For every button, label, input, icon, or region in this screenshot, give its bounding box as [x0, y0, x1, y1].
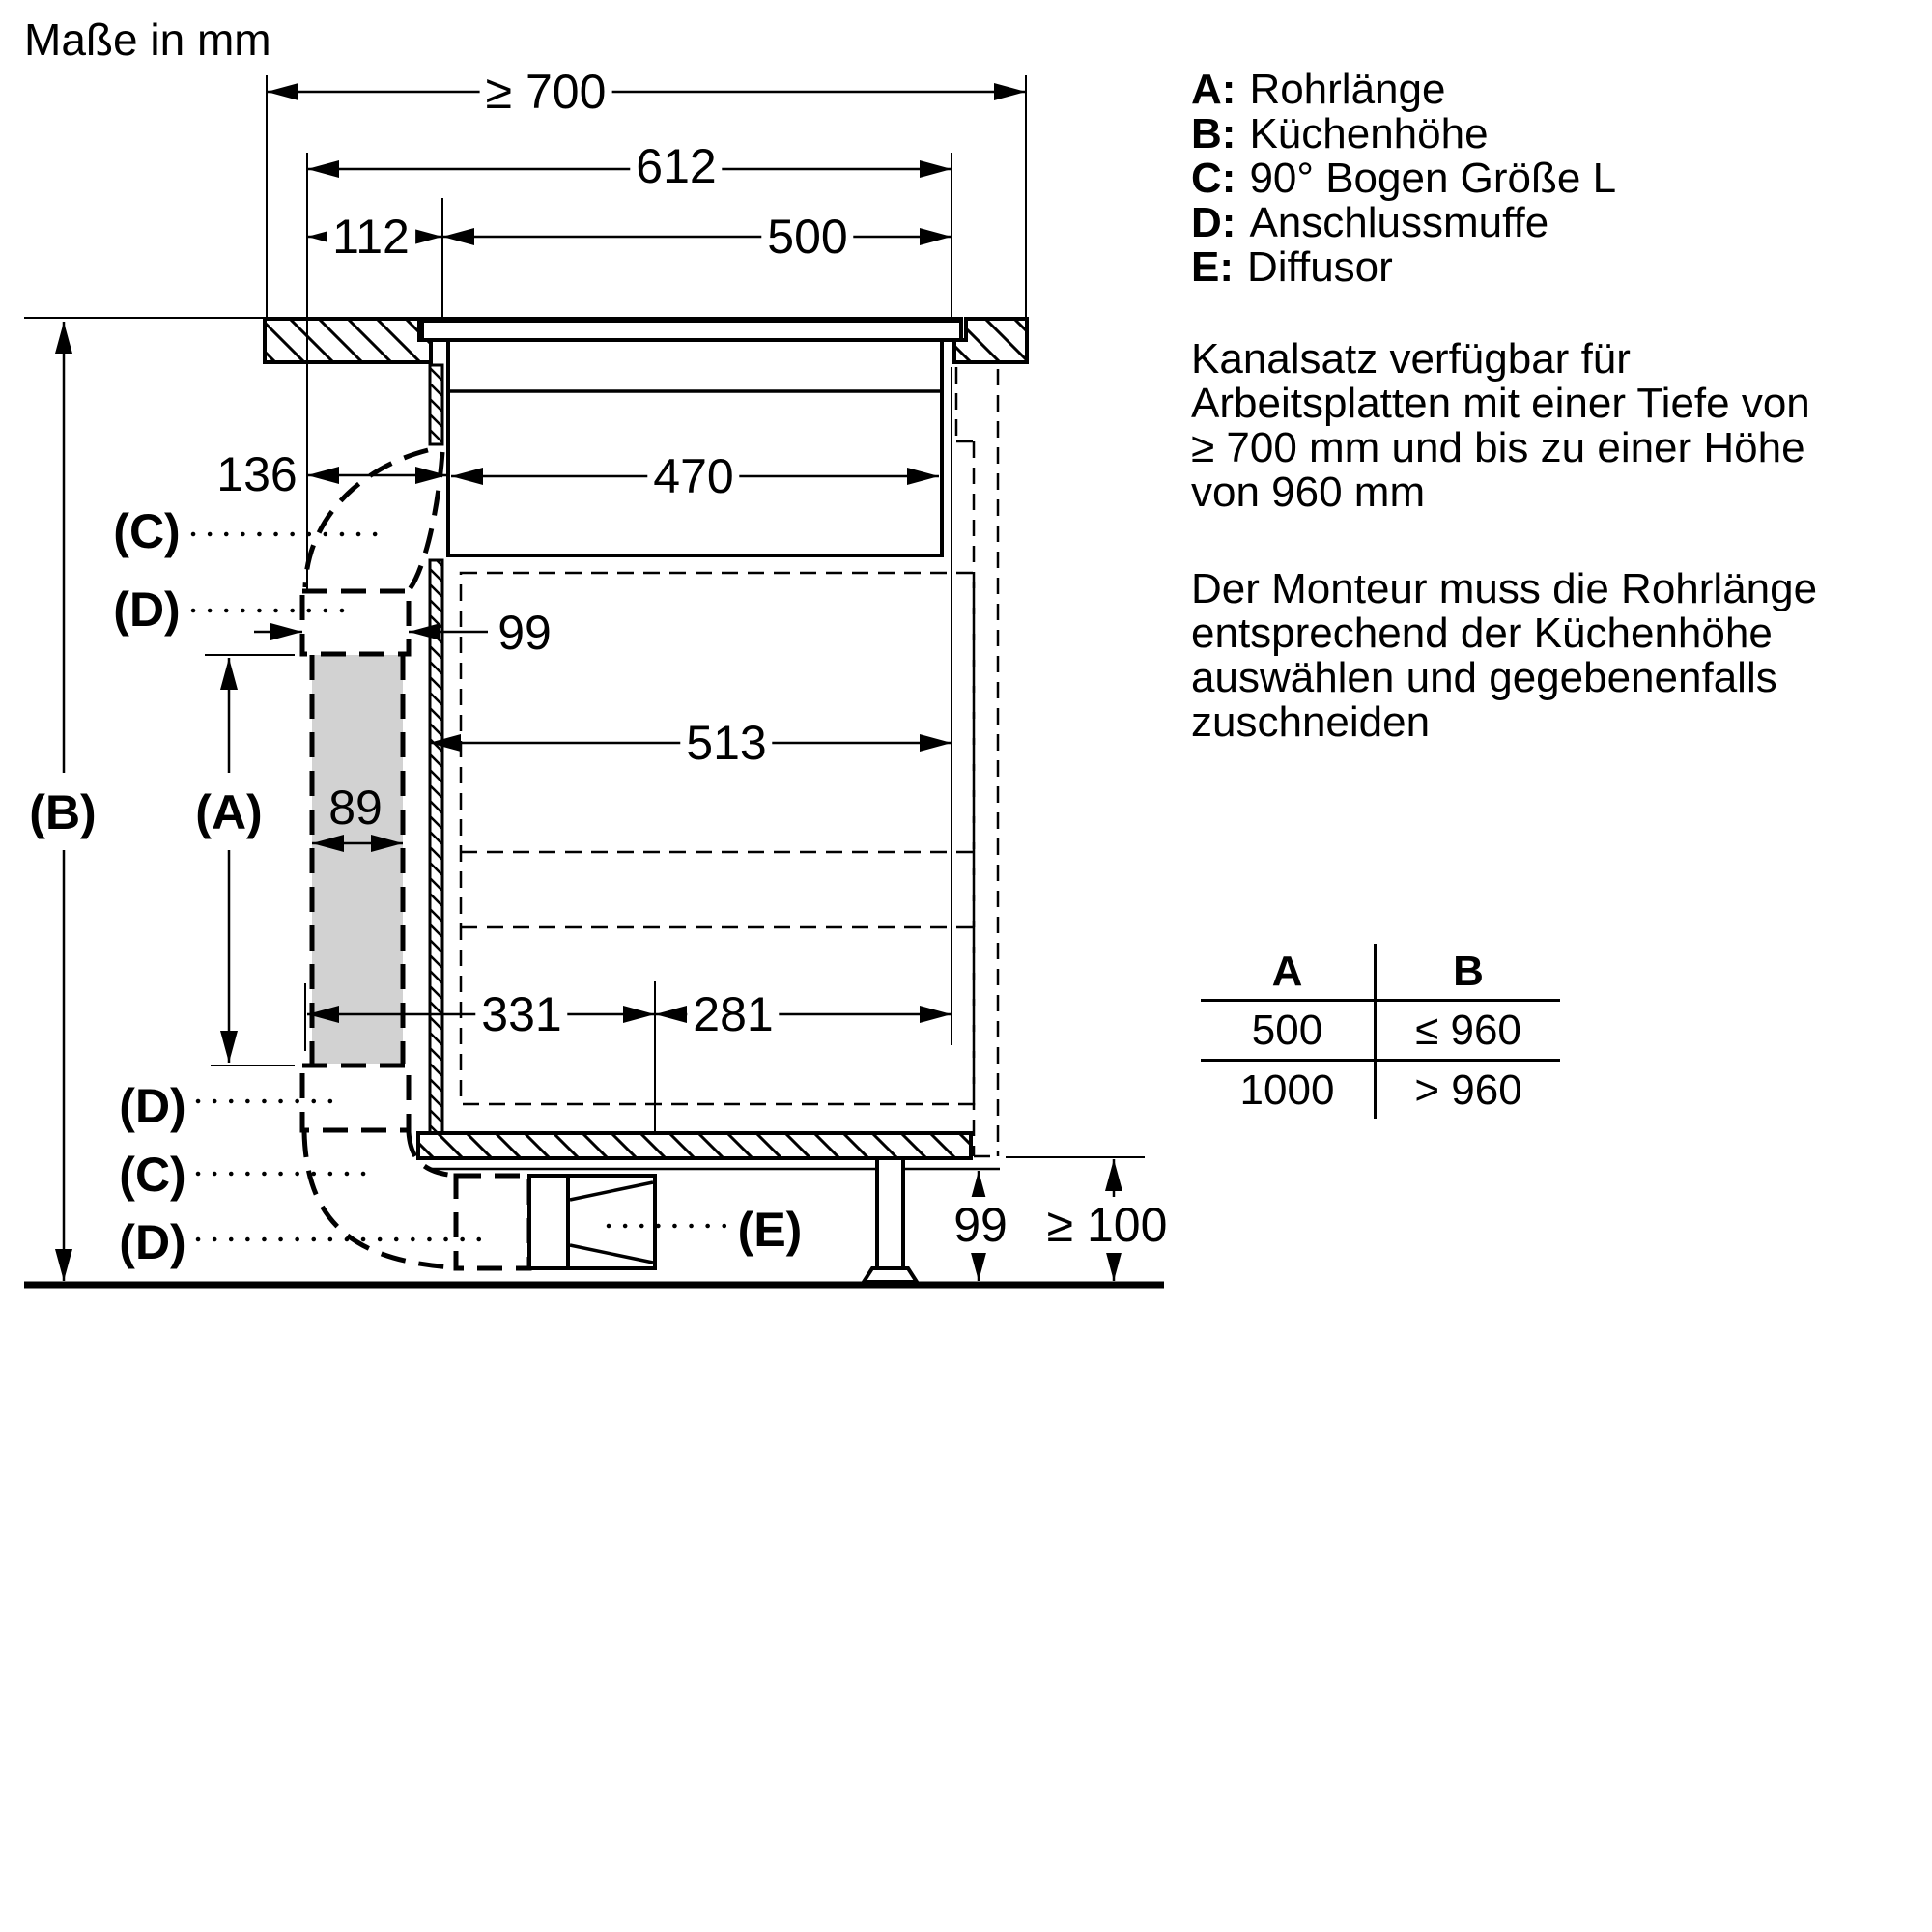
worktop-left — [265, 319, 431, 362]
cabinet-bottom-board — [418, 1133, 971, 1158]
ref-label-d-top: (D) — [113, 582, 181, 637]
legend-item-a — [1191, 68, 1616, 112]
table-cell-b1: ≤ 960 — [1376, 1001, 1561, 1061]
diffusor — [529, 1176, 655, 1268]
note-line: ≥ 700 mm und bis zu einer Höhe — [1191, 424, 1805, 471]
legend-key-e: E: — [1191, 243, 1234, 291]
dim-inner-width: 513 — [680, 715, 772, 771]
dim-top-width: 612 — [630, 138, 722, 194]
note-line: entsprechend der Küchenhöhe — [1191, 610, 1773, 657]
legend-key-b: B: — [1191, 110, 1236, 157]
ref-label-d-middle: (D) — [119, 1079, 186, 1133]
note-duct-kit — [1191, 337, 1810, 515]
ref-label-e: (E) — [737, 1203, 803, 1257]
note-line: zuschneiden — [1191, 698, 1431, 746]
legend-key-a: A: — [1191, 66, 1236, 113]
dim-plinth-height: 99 — [948, 1197, 1013, 1253]
note-line: Kanalsatz verfügbar für — [1191, 335, 1631, 383]
table-header-a: A — [1201, 944, 1376, 1001]
note-line: von 960 mm — [1191, 469, 1426, 516]
legend — [1191, 68, 1616, 290]
dim-body-width: 470 — [647, 448, 739, 504]
legend-label-a: Rohrlänge — [1249, 66, 1446, 113]
table-row — [1201, 1001, 1560, 1061]
note-installer — [1191, 567, 1817, 745]
note-line: Arbeitsplatten mit einer Tiefe von — [1191, 380, 1810, 427]
ref-label-c-top: (C) — [113, 504, 181, 558]
table-cell-a2: 1000 — [1201, 1061, 1376, 1120]
duct-pipe — [312, 655, 403, 1064]
legend-item-e — [1191, 245, 1616, 290]
dim-floor-clearance: ≥ 100 — [1041, 1197, 1174, 1253]
table-header-row — [1201, 944, 1560, 1001]
dim-front-zone: 331 — [475, 986, 567, 1042]
pipe-length-table — [1201, 944, 1560, 1119]
legend-key-d: D: — [1191, 199, 1236, 246]
dimension-lines — [64, 92, 1114, 1281]
legend-label-d: Anschlussmuffe — [1249, 199, 1549, 246]
table-cell-a1: 500 — [1201, 1001, 1376, 1061]
dim-rear-gap: 136 — [211, 446, 302, 502]
legend-label-e: Diffusor — [1247, 243, 1393, 291]
table-row — [1201, 1061, 1560, 1120]
table-cell-b2: > 960 — [1414, 1065, 1522, 1114]
dim-duct-width: 89 — [328, 781, 383, 835]
duct-wall-upper — [430, 365, 442, 444]
legend-label-c: 90° Bogen Größe L — [1249, 155, 1617, 202]
legend-label-b: Küchenhöhe — [1249, 110, 1489, 157]
ref-label-c-bottom: (C) — [119, 1148, 186, 1202]
note-line: auswählen und gegebenenfalls — [1191, 654, 1777, 701]
table-header-b: B — [1376, 944, 1561, 1001]
page-title: Maße in mm — [24, 14, 271, 65]
ref-label-a: (A) — [191, 784, 266, 840]
dim-muffle-width: 99 — [492, 605, 557, 661]
ref-label-d-bottom: (D) — [119, 1215, 186, 1269]
dim-rear-zone: 281 — [687, 986, 779, 1042]
worktop-right — [954, 319, 1027, 362]
cabinet-leg — [864, 1158, 917, 1282]
legend-item-c — [1191, 156, 1616, 201]
legend-item-d — [1191, 201, 1616, 245]
legend-key-c: C: — [1191, 155, 1236, 202]
legend-item-b — [1191, 112, 1616, 156]
dim-worktop-depth: ≥ 700 — [480, 64, 612, 120]
dim-cutout-width: 500 — [761, 209, 853, 265]
note-line: Der Monteur muss die Rohrlänge — [1191, 565, 1818, 612]
duct-wall-lower — [430, 560, 442, 1133]
dim-front-offset: 112 — [327, 209, 415, 265]
ref-label-b: (B) — [25, 784, 99, 840]
